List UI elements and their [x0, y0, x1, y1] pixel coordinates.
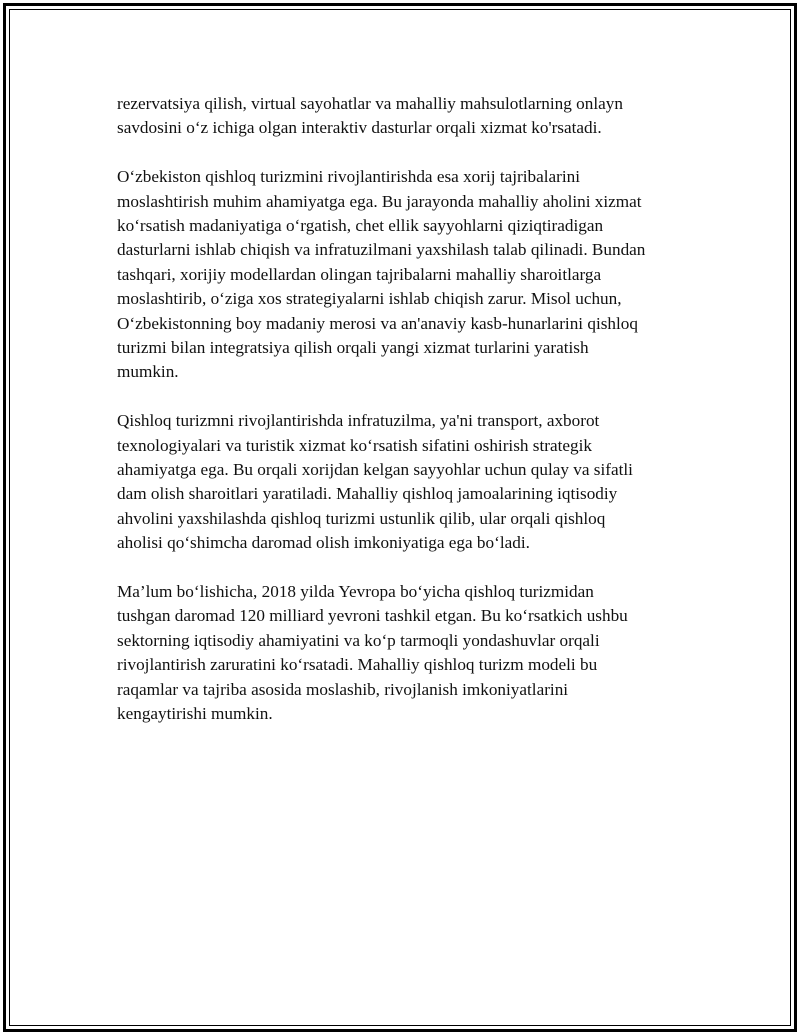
text-line: dam olish sharoitlari yaratiladi. Mahalliy qishloq jamoalarining iqtisodiy	[117, 484, 618, 504]
text-line: kengaytirishi mumkin.	[117, 704, 273, 724]
text-line: Ma’lum bo‘lishicha, 2018 yilda Yevropa bo‘yicha qishloq turizmidan	[117, 582, 594, 602]
text-line: texnologiyalari va turistik xizmat ko‘rsatish sifatini oshirish strategik	[117, 435, 592, 455]
text-line: ahamiyatga ega. Bu orqali xorijdan kelgan sayyohlar uchun qulay va sifatli	[117, 460, 633, 480]
text-line: Qishloq turizmni rivojlantirishda infratuzilma, ya'ni transport, axborot	[117, 411, 600, 431]
text-line: turizmi bilan integratsiya qilish orqali yangi xizmat turlarini yaratish	[117, 338, 589, 358]
text-line: sektorning iqtisodiy ahamiyatini va ko‘p tarmoqli yondashuvlar orqali	[117, 630, 600, 650]
paragraph	[117, 409, 697, 555]
text-line: savdosini o‘z ichiga olgan interaktiv dasturlar orqali xizmat ko'rsatadi.	[117, 118, 602, 138]
paragraph	[117, 165, 697, 385]
text-line: moslashtirib, o‘ziga xos strategiyalarni ishlab chiqish zarur. Misol uchun,	[117, 289, 622, 309]
text-line: aholisi qo‘shimcha daromad olish imkoniyatiga ega bo‘ladi.	[117, 533, 530, 553]
paragraph	[117, 580, 697, 726]
text-line: tushgan daromad 120 milliard yevroni tashkil etgan. Bu ko‘rsatkich ushbu	[117, 606, 628, 626]
document-body	[117, 92, 697, 727]
text-line: dasturlarni ishlab chiqish va infratuzilmani yaxshilash talab qilinadi. Bundan	[117, 240, 646, 260]
text-line: raqamlar va tajriba asosida moslashib, rivojlanish imkoniyatlarini	[117, 679, 569, 699]
paragraph	[117, 92, 697, 141]
text-line: tashqari, xorijiy modellardan olingan tajribalarni mahalliy sharoitlarga	[117, 264, 602, 284]
text-line: rezervatsiya qilish, virtual sayohatlar va mahalliy mahsulotlarning onlayn	[117, 94, 623, 113]
text-line: O‘zbekiston qishloq turizmini rivojlantirishda esa xorij tajribalarini	[117, 167, 581, 187]
text-line: rivojlantirish zaruratini ko‘rsatadi. Mahalliy qishloq turizm modeli bu	[117, 655, 598, 675]
text-line: ko‘rsatish madaniyatiga o‘rgatish, chet ellik sayyohlarni qiziqtiradigan	[117, 216, 604, 236]
text-line: O‘zbekistonning boy madaniy merosi va an'anaviy kasb-hunarlarini qishloq	[117, 313, 638, 333]
text-line: mumkin.	[117, 362, 179, 382]
text-line: ahvolini yaxshilashda qishloq turizmi ustunlik qilib, ular orqali qishloq	[117, 508, 606, 528]
text-line: moslashtirish muhim ahamiyatga ega. Bu jarayonda mahalliy aholini xizmat	[117, 191, 642, 211]
